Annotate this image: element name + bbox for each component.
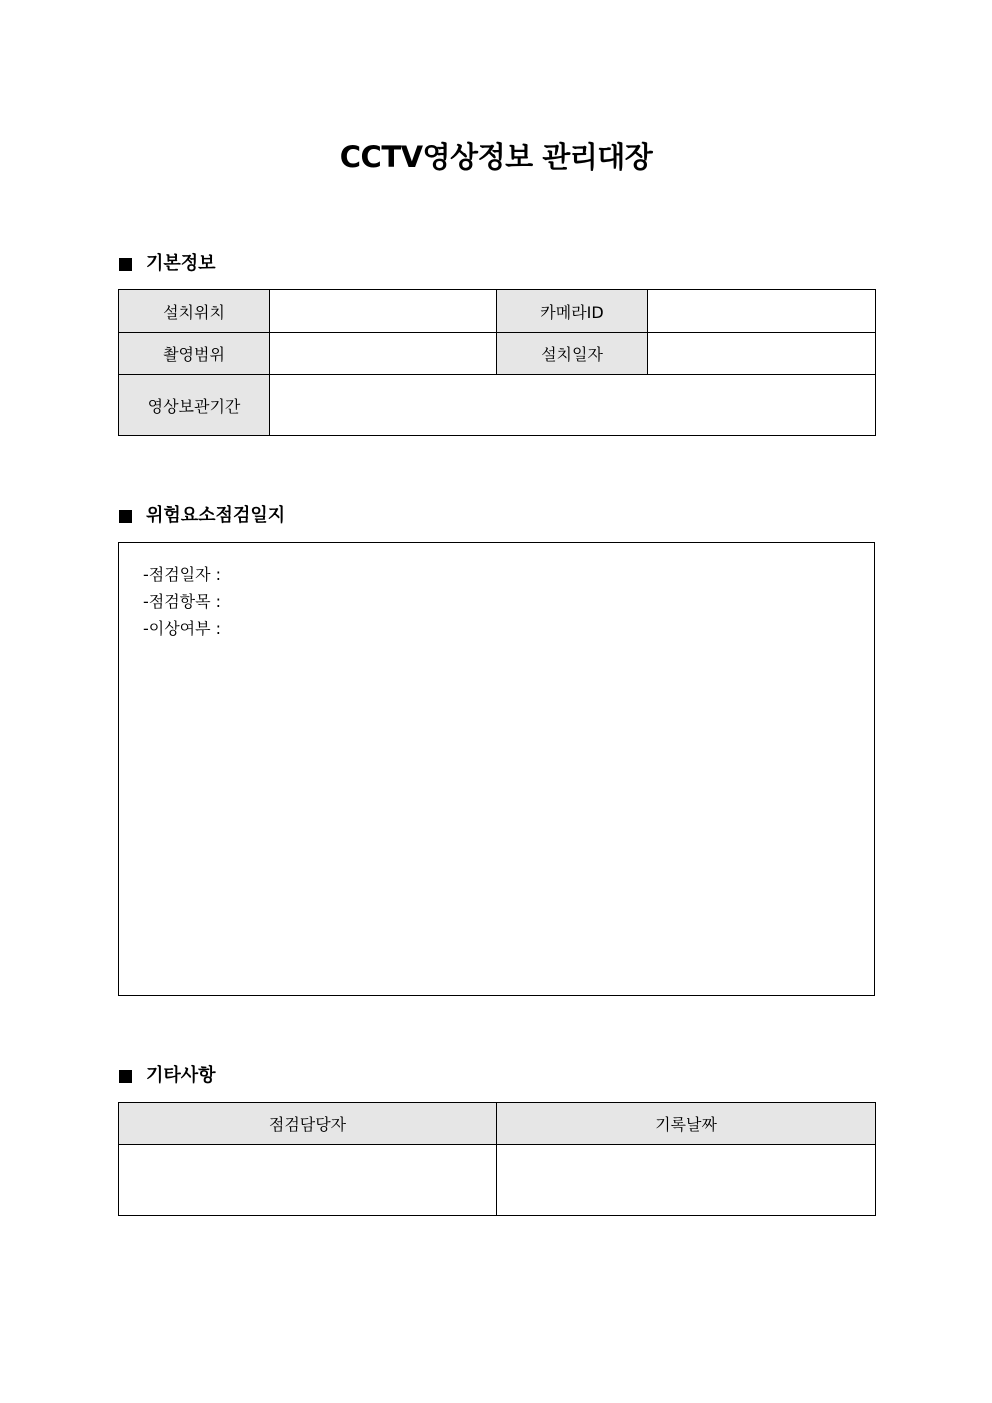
inspection-log-heading [119, 504, 285, 528]
inspection-log-heading-text: 위험요소점검일지 [146, 505, 286, 526]
camera-id-label: 카메라ID [497, 290, 648, 333]
inspector-label: 점검담당자 [119, 1103, 497, 1145]
basic-info-heading [119, 252, 216, 276]
install-date-label: 설치일자 [497, 333, 648, 375]
location-value-cell[interactable] [270, 290, 497, 333]
square-bullet-icon [119, 510, 132, 523]
install-date-value-cell[interactable] [648, 333, 876, 375]
inspection-log-box[interactable] [118, 542, 875, 996]
coverage-label: 촬영범위 [119, 333, 270, 375]
table-row [119, 333, 876, 375]
other-heading-text: 기타사항 [146, 1065, 216, 1086]
basic-info-table [118, 289, 876, 436]
table-row [119, 1145, 876, 1216]
basic-info-heading-text: 기본정보 [146, 253, 216, 274]
anomaly-line: -이상여부 : [143, 619, 222, 638]
record-date-label: 기록날짜 [497, 1103, 876, 1145]
square-bullet-icon [119, 258, 132, 271]
record-date-value-cell[interactable] [497, 1145, 876, 1216]
document-title: CCTV영상정보 관리대장 [339, 140, 653, 174]
retention-label: 영상보관기간 [119, 375, 270, 436]
table-row [119, 375, 876, 436]
inspection-item-line: -점검항목 : [143, 592, 222, 611]
square-bullet-icon [119, 1070, 132, 1083]
table-row [119, 1103, 876, 1145]
camera-id-value-cell[interactable] [648, 290, 876, 333]
location-label: 설치위치 [119, 290, 270, 333]
other-heading [119, 1064, 216, 1088]
inspector-value-cell[interactable] [119, 1145, 497, 1216]
other-table [118, 1102, 876, 1216]
inspection-date-line: -점검일자 : [143, 565, 222, 584]
inspection-log-lines [143, 561, 221, 642]
coverage-value-cell[interactable] [270, 333, 497, 375]
table-row [119, 290, 876, 333]
retention-value-cell[interactable] [270, 375, 876, 436]
